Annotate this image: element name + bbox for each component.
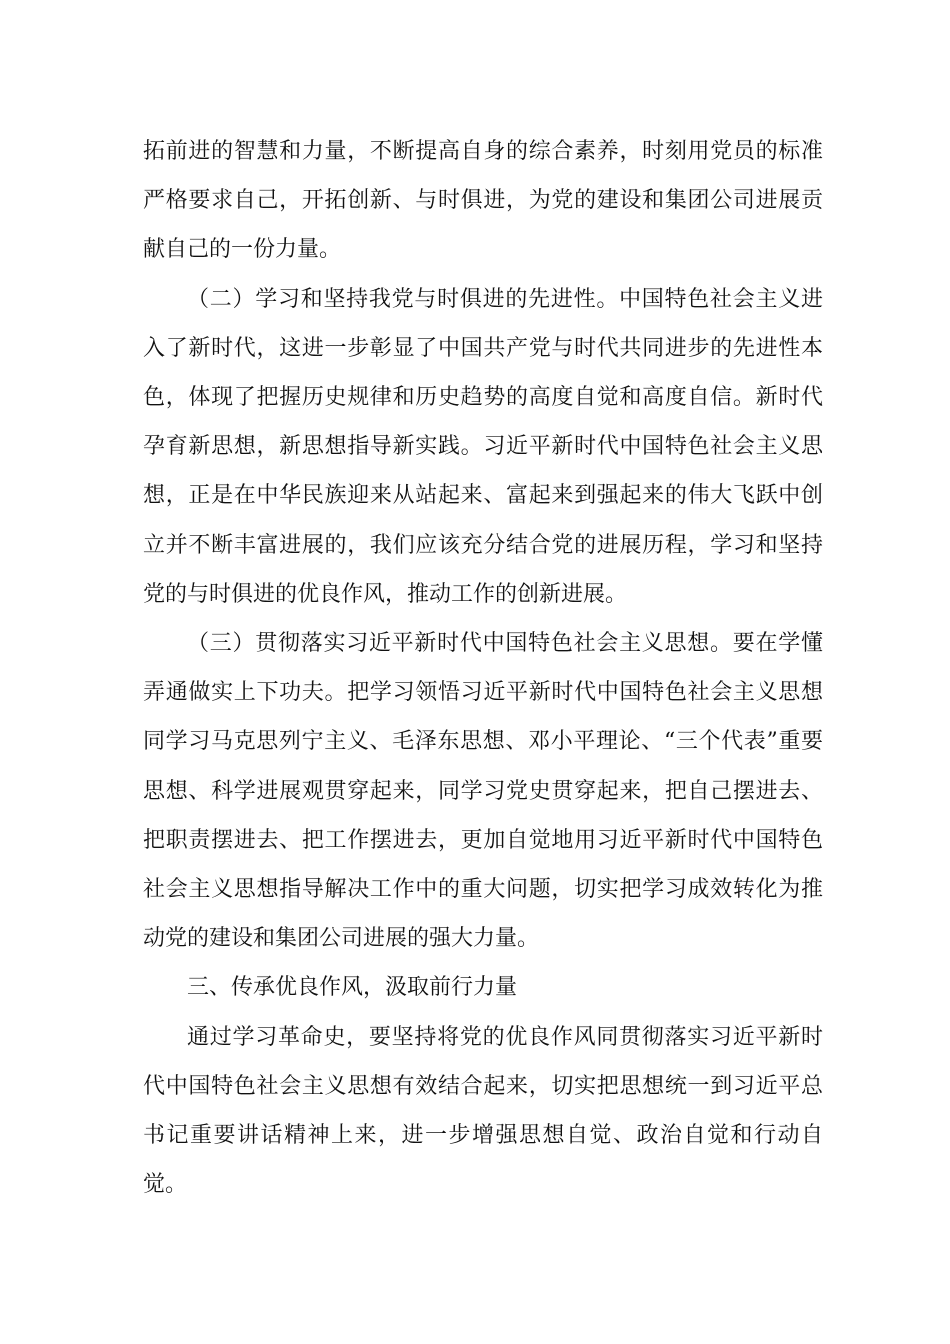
paragraph-continuation: 拓前进的智慧和力量，不断提高自身的综合素养，时刻用党员的标准严格要求自己，开拓创新、与时俱进，为党的建设和集团公司进展贡献自己的一份力量。 [143,139,823,263]
paragraph-section-2: （二）学习和坚持我党与时俱进的先进性。中国特色社会主义进入了新时代，这进一步彰显了中国共产党与时代共同进步的先进性本色，体现了把握历史规律和历史趋势的高度自觉和高度自信。新时代孕育新思想，新思想指导新实践。习近平新时代中国特色社会主义思想，正是在中华民族迎来从站起来、富起来到强起来的伟大飞跃中创立并不断丰富进展的，我们应该充分结合党的进展历程，学习和坚持党的与时俱进的优良作风，推动工作的创新进展。 [143,286,823,607]
paragraph-section-3-body: 通过学习革命史，要坚持将党的优良作风同贯彻落实习近平新时代中国特色社会主义思想有效结合起来，切实把思想统一到习近平总书记重要讲话精神上来，进一步增强思想自觉、政治自觉和行动自觉。 [143,1024,823,1198]
document-body [143,127,823,1209]
section-heading-3: 三、传承优良作风，汲取前行力量 [187,975,518,1001]
paragraph-section-3: （三）贯彻落实习近平新时代中国特色社会主义思想。要在学懂弄通做实上下功夫。把学习领悟习近平新时代中国特色社会主义思想同学习马克思列宁主义、毛泽东思想、邓小平理论、“三个代表”重要思想、科学进展观贯穿起来，同学习党史贯穿起来，把自己摆进去、把职责摆进去、把工作摆进去，更加自觉地用习近平新时代中国特色社会主义思想指导解决工作中的重大问题，切实把学习成效转化为推动党的建设和集团公司进展的强大力量。 [143,631,823,952]
